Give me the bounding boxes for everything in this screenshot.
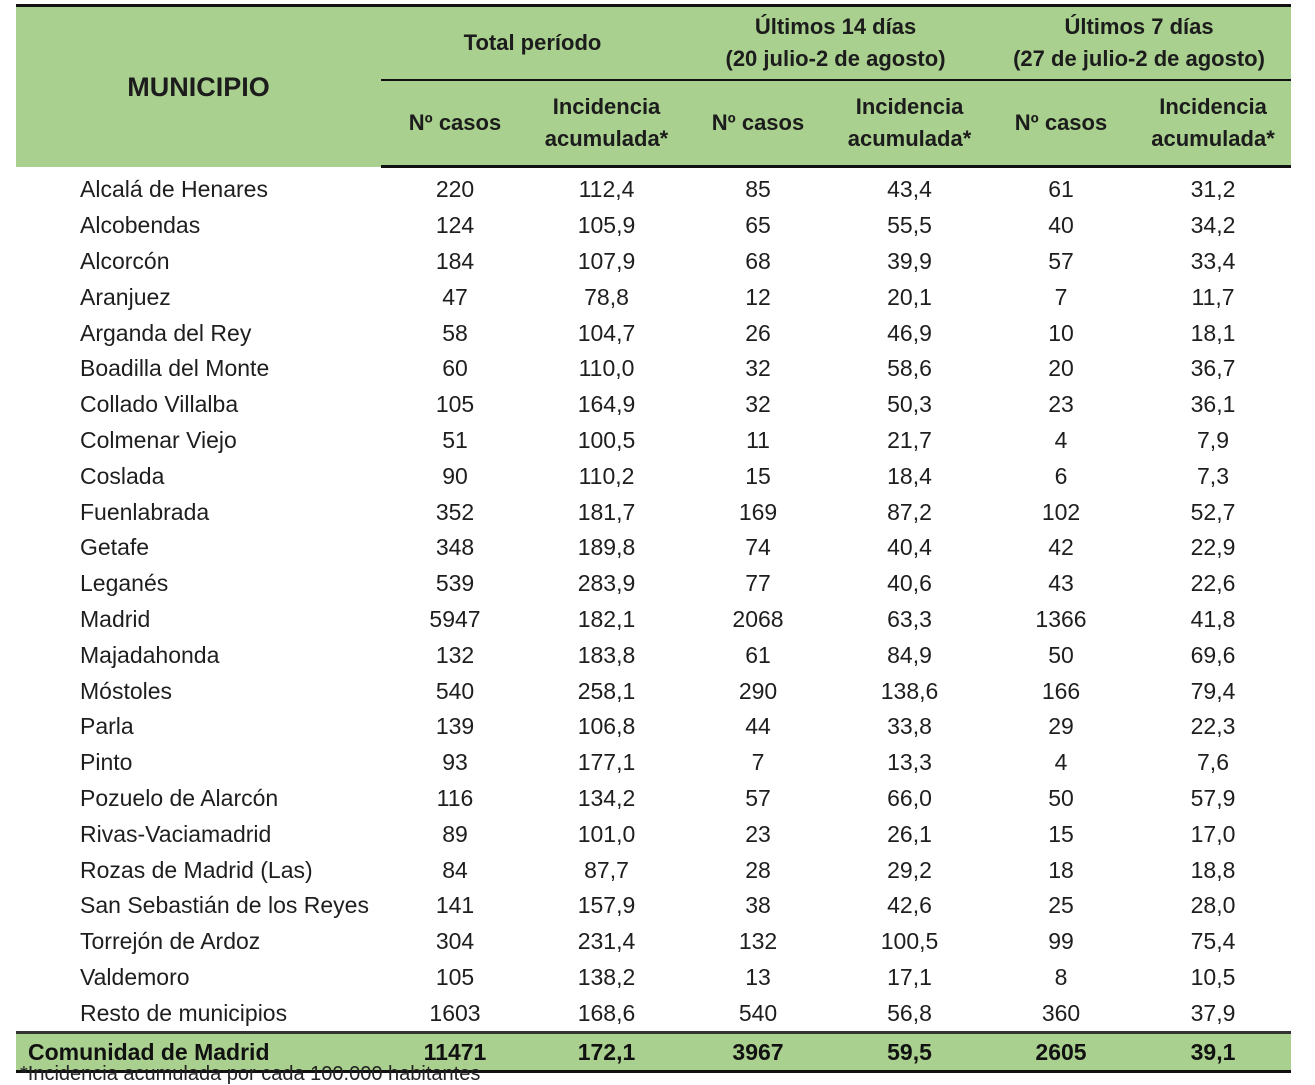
row-14-incidencia: 26,1 [887, 820, 932, 847]
row-municipio: Leganés [80, 570, 169, 597]
row-total-casos: 60 [442, 355, 468, 382]
row-municipio: Alcorcón [80, 247, 170, 274]
header-group-7-dias [987, 6, 1291, 81]
row-14-incidencia: 46,9 [887, 319, 932, 346]
row-14-incidencia: 39,9 [887, 247, 932, 274]
total-total-casos: 11471 [381, 1033, 529, 1072]
table-row [16, 530, 1291, 566]
row-total-incidencia: 105,9 [577, 212, 636, 239]
row-7-incidencia: 10,5 [1190, 963, 1236, 990]
row-total-casos: 539 [435, 570, 475, 597]
row-14-casos: 26 [745, 319, 771, 346]
row-14-incidencia: 40,6 [887, 570, 932, 597]
row-municipio: Boadilla del Monte [80, 355, 270, 382]
row-7-casos: 20 [1048, 355, 1074, 382]
row-total-casos: 58 [442, 319, 468, 346]
row-7-incidencia: 22,6 [1190, 570, 1236, 597]
row-total-incidencia: 168,6 [529, 995, 684, 1032]
table-row [16, 637, 1291, 673]
table-row [16, 494, 1291, 530]
row-7-incidencia: 37,9 [1135, 995, 1291, 1032]
row-7-incidencia: 18,8 [1190, 856, 1236, 883]
table-row [16, 995, 1291, 1032]
table-row [16, 709, 1291, 745]
header-incidencia-line2: acumulada* [544, 126, 669, 151]
row-14-incidencia: 87,2 [887, 498, 932, 525]
row-total-casos: 84 [442, 856, 468, 883]
row-7-casos: 99 [1048, 928, 1074, 955]
row-7-incidencia: 79,4 [1190, 677, 1236, 704]
row-total-casos: 116 [436, 784, 474, 811]
header-group-7-range: (27 de julio-2 de agosto) [1013, 46, 1265, 71]
row-municipio: Pinto [80, 749, 133, 776]
row-14-casos: 290 [738, 677, 778, 704]
row-7-casos: 7 [1054, 283, 1068, 310]
row-14-casos: 7 [751, 749, 765, 776]
row-total-casos: 105 [435, 963, 475, 990]
row-total-incidencia: 181,7 [577, 498, 636, 525]
row-total-casos: 184 [435, 247, 475, 274]
row-14-casos: 44 [745, 713, 771, 740]
total-7-casos: 2605 [987, 1033, 1135, 1072]
row-7-incidencia: 34,2 [1190, 212, 1236, 239]
table-row [16, 208, 1291, 244]
row-14-casos: 32 [745, 391, 771, 418]
row-total-casos: 105 [435, 391, 475, 418]
row-14-casos: 77 [745, 570, 771, 597]
row-7-casos: 166 [1041, 677, 1081, 704]
row-municipio: Colmenar Viejo [80, 426, 237, 453]
row-7-incidencia: 41,8 [1190, 605, 1236, 632]
row-14-incidencia: 100,5 [880, 928, 939, 955]
table-row [16, 816, 1291, 852]
row-7-casos: 4 [1054, 426, 1068, 453]
table-row [16, 244, 1291, 280]
row-14-casos: 68 [745, 247, 771, 274]
row-total-incidencia: 104,7 [577, 319, 636, 346]
row-14-casos: 85 [745, 176, 771, 203]
row-7-incidencia: 57,9 [1190, 784, 1236, 811]
row-total-incidencia: 100,5 [577, 426, 636, 453]
row-14-incidencia: 55,5 [887, 212, 932, 239]
table-row [16, 673, 1291, 709]
row-total-incidencia: 134,2 [577, 784, 636, 811]
header-group-14-title: Últimos 14 días [754, 14, 917, 39]
row-14-casos: 12 [745, 283, 771, 310]
row-total-casos: 139 [435, 713, 475, 740]
row-14-casos: 13 [745, 963, 771, 990]
row-14-incidencia: 56,8 [832, 995, 987, 1032]
row-municipio: Rozas de Madrid (Las) [80, 856, 313, 883]
table-row [16, 423, 1291, 459]
row-7-incidencia: 7,6 [1197, 749, 1229, 776]
table-row [16, 279, 1291, 315]
row-14-casos: 28 [745, 856, 771, 883]
row-7-casos: 50 [1048, 784, 1074, 811]
row-total-incidencia: 177,1 [577, 749, 636, 776]
row-7-incidencia: 18,1 [1190, 319, 1236, 346]
row-municipio: Rivas-Vaciamadrid [80, 820, 272, 847]
row-total-incidencia: 107,9 [577, 247, 636, 274]
total-14-casos: 3967 [684, 1033, 832, 1072]
row-14-incidencia: 42,6 [887, 892, 932, 919]
table-row [16, 387, 1291, 423]
row-14-casos: 38 [745, 892, 771, 919]
row-14-casos: 74 [745, 534, 771, 561]
row-municipio: San Sebastián de los Reyes [80, 892, 369, 919]
row-7-incidencia: 52,7 [1190, 498, 1236, 525]
row-total-incidencia: 157,9 [577, 892, 636, 919]
row-total-incidencia: 138,2 [577, 963, 636, 990]
row-total-casos: 220 [435, 176, 475, 203]
row-7-casos: 1366 [1035, 605, 1087, 632]
row-municipio: Parla [80, 713, 134, 740]
row-total-casos: 93 [442, 749, 468, 776]
table-row [16, 924, 1291, 960]
row-municipio: Madrid [80, 605, 151, 632]
row-14-casos: 15 [745, 462, 771, 489]
footnote-text: *Incidencia acumulada por cada 100.000 habitantes [20, 1063, 481, 1085]
row-total-casos: 47 [442, 283, 468, 310]
row-total-incidencia: 182,1 [577, 605, 636, 632]
row-total-casos: 89 [442, 820, 468, 847]
row-municipio: Torrejón de Ardoz [80, 928, 261, 955]
row-total-casos: 141 [435, 892, 475, 919]
row-7-incidencia: 31,2 [1190, 176, 1236, 203]
row-municipio: Majadahonda [80, 641, 220, 668]
row-municipio: Fuenlabrada [80, 498, 210, 525]
total-municipio: Comunidad de Madrid [16, 1033, 381, 1072]
row-municipio: Coslada [80, 462, 165, 489]
header-incidencia-line1: Incidencia [552, 94, 661, 119]
row-total-casos: 132 [435, 641, 475, 668]
header-group-7-title: Últimos 7 días [1064, 14, 1214, 39]
table-row [16, 351, 1291, 387]
row-municipio: Arganda del Rey [80, 319, 252, 346]
row-7-casos: 50 [1048, 641, 1074, 668]
row-total-incidencia: 183,8 [577, 641, 636, 668]
table-row [16, 745, 1291, 781]
row-municipio: Alcobendas [80, 212, 201, 239]
row-total-incidencia: 78,8 [584, 283, 629, 310]
covid-municipal-table [16, 4, 1291, 1073]
table-row [16, 852, 1291, 888]
row-14-incidencia: 63,3 [887, 605, 932, 632]
row-14-incidencia: 17,1 [887, 963, 932, 990]
row-municipio: Pozuelo de Alarcón [80, 784, 279, 811]
row-14-casos: 11 [746, 426, 770, 453]
row-14-incidencia: 66,0 [887, 784, 932, 811]
row-14-incidencia: 18,4 [887, 462, 932, 489]
row-7-incidencia: 28,0 [1190, 892, 1236, 919]
row-total-casos: 304 [435, 928, 475, 955]
row-14-incidencia: 43,4 [887, 176, 932, 203]
row-7-casos: 43 [1048, 570, 1074, 597]
row-7-casos: 18 [1048, 856, 1074, 883]
row-14-casos: 169 [738, 498, 778, 525]
row-14-casos: 2068 [732, 605, 784, 632]
row-municipio: Getafe [80, 534, 150, 561]
table-row [16, 315, 1291, 351]
row-7-casos: 10 [1048, 319, 1074, 346]
row-7-casos: 40 [1048, 212, 1074, 239]
total-total-incidencia: 172,1 [529, 1033, 684, 1072]
header-7-casos: Nº casos [987, 80, 1135, 167]
row-7-incidencia: 75,4 [1190, 928, 1236, 955]
row-14-casos: 61 [745, 641, 771, 668]
row-total-incidencia: 189,8 [577, 534, 636, 561]
header-14-incidencia [832, 80, 987, 167]
table-row [16, 781, 1291, 817]
row-total-casos: 5947 [429, 605, 481, 632]
row-total-incidencia: 164,9 [577, 391, 636, 418]
row-total-incidencia: 87,7 [584, 856, 629, 883]
table-body [16, 167, 1291, 1033]
row-14-incidencia: 58,6 [887, 355, 932, 382]
row-14-incidencia: 21,7 [887, 426, 932, 453]
table-row [16, 602, 1291, 638]
row-municipio: Aranjuez [80, 283, 171, 310]
table-row [16, 167, 1291, 208]
row-14-incidencia: 50,3 [887, 391, 932, 418]
row-7-incidencia: 69,6 [1190, 641, 1236, 668]
row-14-casos: 132 [738, 928, 778, 955]
row-7-casos: 360 [987, 995, 1135, 1032]
row-7-casos: 25 [1048, 892, 1074, 919]
row-7-incidencia: 17,0 [1190, 820, 1236, 847]
row-7-incidencia: 7,9 [1197, 426, 1229, 453]
row-total-casos: 540 [435, 677, 475, 704]
row-7-casos: 102 [1041, 498, 1081, 525]
row-14-casos: 540 [684, 995, 832, 1032]
row-7-casos: 23 [1048, 391, 1074, 418]
row-7-incidencia: 7,3 [1197, 462, 1229, 489]
header-7-incidencia [1135, 80, 1291, 167]
row-total-casos: 348 [435, 534, 475, 561]
table-header [16, 6, 1291, 167]
row-7-casos: 42 [1048, 534, 1074, 561]
row-14-incidencia: 29,2 [887, 856, 932, 883]
header-group-total-title: Total período [463, 30, 602, 55]
row-total-incidencia: 283,9 [577, 570, 636, 597]
row-7-casos: 57 [1048, 247, 1074, 274]
total-14-incidencia: 59,5 [832, 1033, 987, 1072]
row-14-incidencia: 40,4 [887, 534, 932, 561]
row-7-casos: 29 [1048, 713, 1074, 740]
row-7-casos: 15 [1048, 820, 1074, 847]
header-total-incidencia [529, 80, 684, 167]
row-14-incidencia: 20,1 [887, 283, 932, 310]
row-municipio: Valdemoro [80, 963, 190, 990]
row-14-casos: 57 [745, 784, 771, 811]
row-7-casos: 61 [1048, 176, 1074, 203]
table-row [16, 458, 1291, 494]
table-row [16, 888, 1291, 924]
row-14-incidencia: 84,9 [887, 641, 932, 668]
row-municipio: Alcalá de Henares [80, 175, 268, 202]
header-group-total [381, 6, 684, 81]
row-14-casos: 23 [745, 820, 771, 847]
header-incidencia-line1: Incidencia [1159, 94, 1267, 119]
row-7-incidencia: 33,4 [1190, 247, 1236, 274]
row-7-casos: 4 [1054, 749, 1068, 776]
header-incidencia-line2: acumulada* [847, 126, 972, 151]
header-municipio: MUNICIPIO [16, 6, 381, 167]
row-7-incidencia: 22,3 [1190, 713, 1236, 740]
row-7-casos: 8 [1054, 963, 1068, 990]
row-total-incidencia: 110,0 [578, 355, 635, 382]
header-14-casos: Nº casos [684, 80, 832, 167]
row-municipio: Collado Villalba [80, 391, 239, 418]
row-municipio: Resto de municipios [16, 995, 381, 1032]
row-total-casos: 90 [442, 462, 468, 489]
row-14-incidencia: 33,8 [887, 713, 932, 740]
row-7-incidencia: 22,9 [1190, 534, 1236, 561]
row-7-casos: 6 [1054, 462, 1068, 489]
row-7-incidencia: 11,7 [1191, 283, 1235, 310]
row-14-incidencia: 138,6 [880, 677, 939, 704]
header-incidencia-line1: Incidencia [855, 94, 964, 119]
row-total-incidencia: 110,2 [578, 462, 635, 489]
header-group-14-range: (20 julio-2 de agosto) [725, 46, 946, 71]
row-total-casos: 51 [442, 426, 468, 453]
table-row [16, 566, 1291, 602]
row-total-casos: 124 [435, 212, 475, 239]
row-14-casos: 65 [745, 212, 771, 239]
row-total-incidencia: 231,4 [577, 928, 636, 955]
row-total-incidencia: 101,0 [577, 820, 636, 847]
row-7-incidencia: 36,1 [1190, 391, 1236, 418]
row-municipio: Móstoles [80, 677, 173, 704]
header-incidencia-line2: acumulada* [1151, 126, 1275, 151]
table-row [16, 960, 1291, 996]
footnote [20, 1063, 820, 1085]
row-14-casos: 32 [745, 355, 771, 382]
row-total-incidencia: 112,4 [578, 176, 635, 203]
row-7-incidencia: 36,7 [1190, 355, 1236, 382]
row-total-casos: 352 [435, 498, 475, 525]
row-total-casos: 1603 [381, 995, 529, 1032]
row-14-incidencia: 13,3 [887, 749, 932, 776]
header-group-14-dias [684, 6, 987, 81]
total-7-incidencia: 39,1 [1135, 1033, 1291, 1072]
header-total-casos: Nº casos [381, 80, 529, 167]
row-total-incidencia: 106,8 [577, 713, 636, 740]
row-total-incidencia: 258,1 [577, 677, 636, 704]
